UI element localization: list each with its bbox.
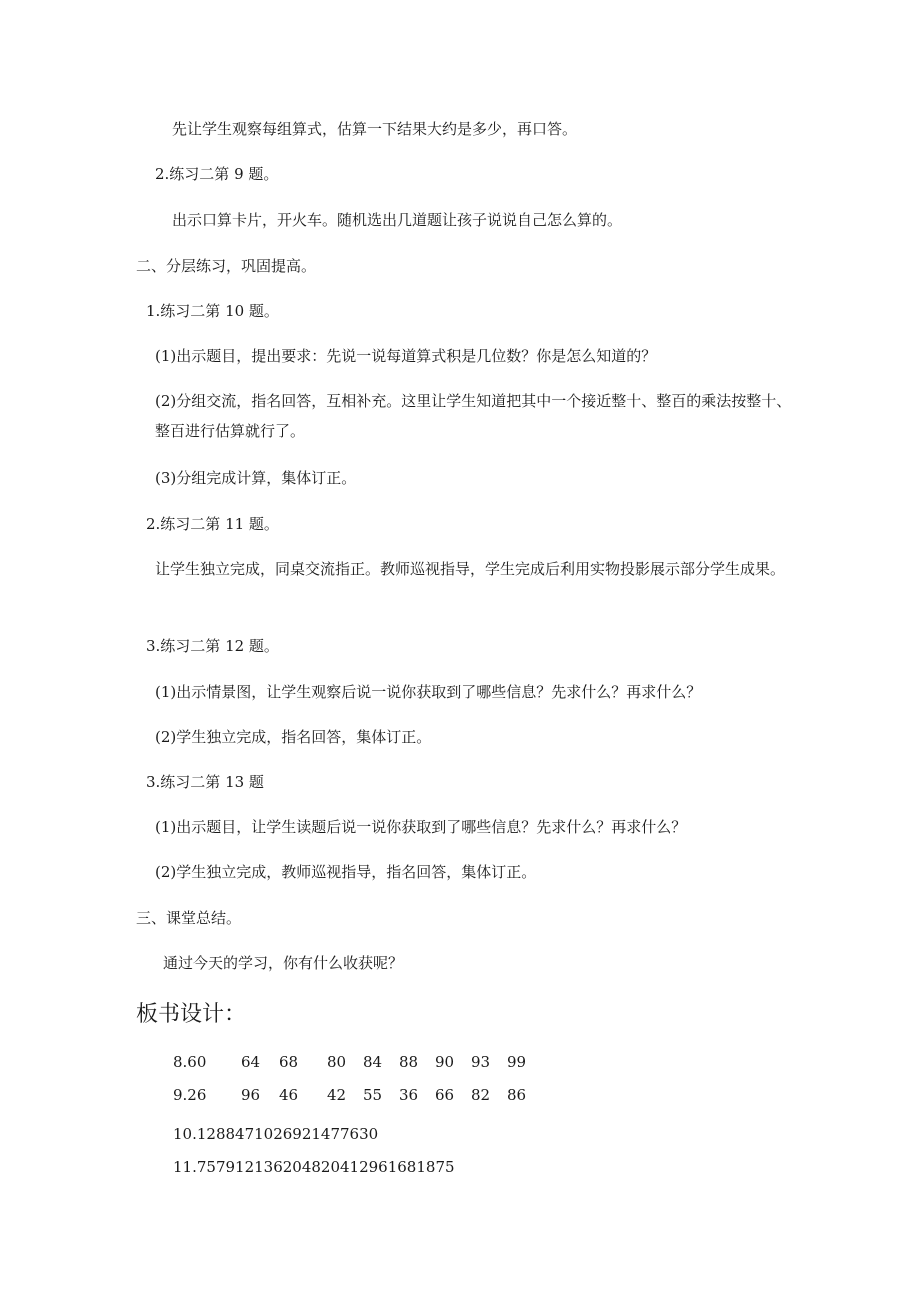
board-value: 80	[327, 1053, 347, 1071]
board-row-9	[173, 1083, 543, 1107]
board-value: 86	[507, 1086, 527, 1104]
step-10-1: (1)出示题目，提出要求：先说一说每道算式积是几位数？你是怎么知道的？	[155, 347, 657, 365]
board-value: 64	[241, 1053, 261, 1071]
step-12-1: (1)出示情景图，让学生观察后说一说你获取到了哪些信息？先求什么？再求什么？	[155, 683, 702, 701]
step-13-2: (2)学生独立完成，教师巡视指导，指名回答，集体订正。	[155, 863, 537, 881]
board-value: 84	[363, 1053, 383, 1071]
board-row-11: 11.757912136204820412961681875	[173, 1158, 455, 1176]
exercise-heading-12: 3.练习二第 12 题。	[146, 637, 279, 655]
board-value: 88	[399, 1053, 419, 1071]
step-13-1: (1)出示题目，让学生读题后说一说你获取到了哪些信息？先求什么？再求什么？	[155, 818, 687, 836]
board-value: 93	[471, 1053, 491, 1071]
board-row-label: 8.60	[173, 1053, 207, 1071]
board-value: 36	[399, 1086, 419, 1104]
step-12-2: (2)学生独立完成，指名回答，集体订正。	[155, 728, 432, 746]
paragraph-oral-cards: 出示口算卡片，开火车。随机选出几道题让孩子说说自己怎么算的。	[172, 211, 623, 229]
paragraph-11: 让学生独立完成，同桌交流指正。教师巡视指导，学生完成后利用实物投影展示部分学生成果。	[155, 560, 786, 578]
board-value: 46	[279, 1086, 299, 1104]
board-value: 68	[279, 1053, 299, 1071]
board-value: 82	[471, 1086, 491, 1104]
exercise-heading-9: 2.练习二第 9 题。	[155, 165, 279, 183]
board-row-10: 10.1288471026921477630	[173, 1125, 379, 1143]
exercise-heading-11: 2.练习二第 11 题。	[146, 515, 279, 533]
section-heading-layered-practice: 二、分层练习，巩固提高。	[136, 257, 317, 275]
board-value: 99	[507, 1053, 527, 1071]
step-10-2: (2)分组交流，指名回答，互相补充。这里让学生知道把其中一个接近整十、整百的乘法按整十、整百进行估算就行了。	[155, 392, 792, 440]
section-heading-summary: 三、课堂总结。	[136, 909, 242, 927]
board-row-8	[173, 1050, 543, 1074]
board-value: 66	[435, 1086, 455, 1104]
exercise-heading-13: 3.练习二第 13 题	[146, 773, 264, 791]
board-design-title: 板书设计：	[136, 1002, 247, 1027]
paragraph-estimate-instruction: 先让学生观察每组算式，估算一下结果大约是多少，再口答。	[172, 120, 578, 138]
board-value: 42	[327, 1086, 347, 1104]
board-value: 55	[363, 1086, 383, 1104]
paragraph-summary-question: 通过今天的学习，你有什么收获呢？	[163, 954, 404, 972]
board-row-label: 9.26	[173, 1086, 207, 1104]
board-value: 96	[241, 1086, 261, 1104]
exercise-heading-10: 1.练习二第 10 题。	[146, 302, 279, 320]
board-value: 90	[435, 1053, 455, 1071]
step-10-3: (3)分组完成计算，集体订正。	[155, 469, 357, 487]
